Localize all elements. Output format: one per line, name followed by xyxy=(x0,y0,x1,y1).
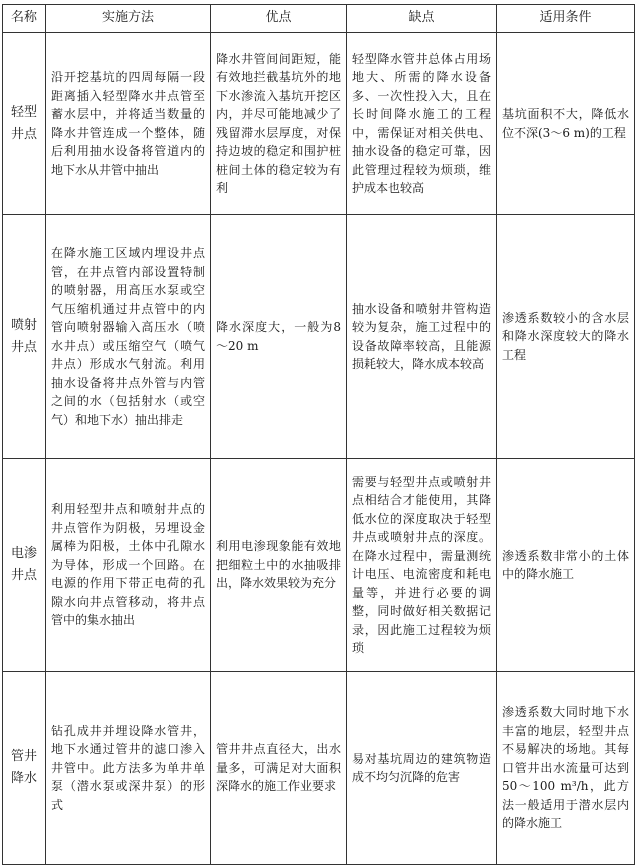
row-conditions: 渗透系数非常小的土体中的降水施工 xyxy=(497,459,635,672)
table-row xyxy=(3,33,635,215)
row-name: 喷射井点 xyxy=(3,215,46,459)
header-name: 名称 xyxy=(3,5,46,33)
row-pros: 降水井管间间距短，能有效地拦截基坑外的地下水渗流入基坑开挖区内，并尽可能地减少了残留滞水层厚度，对保持边坡的稳定和围护桩桩间土体的稳定较为有利 xyxy=(211,33,347,215)
row-cons: 易对基坑周边的建筑物造成不均匀沉降的危害 xyxy=(347,672,497,865)
row-conditions: 基坑面积不大，降低水位不深(3～6 m)的工程 xyxy=(497,33,635,215)
row-pros: 降水深度大，一般为8～20 m xyxy=(211,215,347,459)
row-pros: 利用电渗现象能有效地把细粒土中的水抽吸排出，降水效果较为充分 xyxy=(211,459,347,672)
header-conditions: 适用条件 xyxy=(497,5,635,33)
row-name: 轻型井点 xyxy=(3,33,46,215)
table-header-row xyxy=(3,5,635,33)
table-row xyxy=(3,672,635,865)
row-method: 沿开挖基坑的四周每隔一段距离插入轻型降水井点管至蓄水层中，并将适当数量的降水井管连成一个整体，随后利用抽水设备将管道内的地下水从井管中抽出 xyxy=(46,33,211,215)
row-cons: 轻型降水管井总体占用场地大、所需的降水设备多、一次性投入大，且在长时间降水施工的工程中，需保证对相关供电、抽水设备的稳定可靠，因此管理过程较为烦琐，维护成本也较高 xyxy=(347,33,497,215)
header-pros: 优点 xyxy=(211,5,347,33)
dewatering-methods-table xyxy=(2,4,635,865)
row-method: 利用轻型井点和喷射井点的井点管作为阴极，另埋设金属棒为阳极，土体中孔隙水为导体，形成一个回路。在电源的作用下带正电荷的孔隙水向井点管移动，将井点管中的集水抽出 xyxy=(46,459,211,672)
row-pros: 管井井点直径大，出水量多，可满足对大面积深降水的施工作业要求 xyxy=(211,672,347,865)
row-name: 管井降水 xyxy=(3,672,46,865)
header-cons: 缺点 xyxy=(347,5,497,33)
row-cons: 需要与轻型井点或喷射井点相结合才能使用，其降低水位的深度取决于轻型井点或喷射井点的深度。在降水过程中，需量测统计电压、电流密度和耗电量等，并进行必要的调整，同时做好相关数据记录，因此施工过程较为烦琐 xyxy=(347,459,497,672)
row-conditions: 渗透系数大同时地下水丰富的地层，轻型井点不易解决的场地。其每口管井出水流量可达到 50～100 m³/h，此方法一般适用于潜水层内的降水施工 xyxy=(497,672,635,865)
row-cons: 抽水设备和喷射井管构造较为复杂，施工过程中的设备故障率较高，且能源损耗较大，降水成本较高 xyxy=(347,215,497,459)
row-method: 在降水施工区域内埋设井点管，在井点管内部设置特制的喷射器，用高压水泵或空气压缩机通过井点管中的内管向喷射器输入高压水（喷水井点）或压缩空气（喷气井点）形成水气射流。利用抽水设备将井点外管与内管之间的水（包括射水（或空气）和地下水）抽出排走 xyxy=(46,215,211,459)
table-row xyxy=(3,215,635,459)
table-row xyxy=(3,459,635,672)
row-method: 钻孔成井并埋设降水管井，地下水通过管井的滤口渗入井管中。此方法多为单井单泵（潜水泵或深井泵）的形式 xyxy=(46,672,211,865)
row-conditions: 渗透系数较小的含水层和降水深度较大的降水工程 xyxy=(497,215,635,459)
row-name: 电渗井点 xyxy=(3,459,46,672)
header-method: 实施方法 xyxy=(46,5,211,33)
